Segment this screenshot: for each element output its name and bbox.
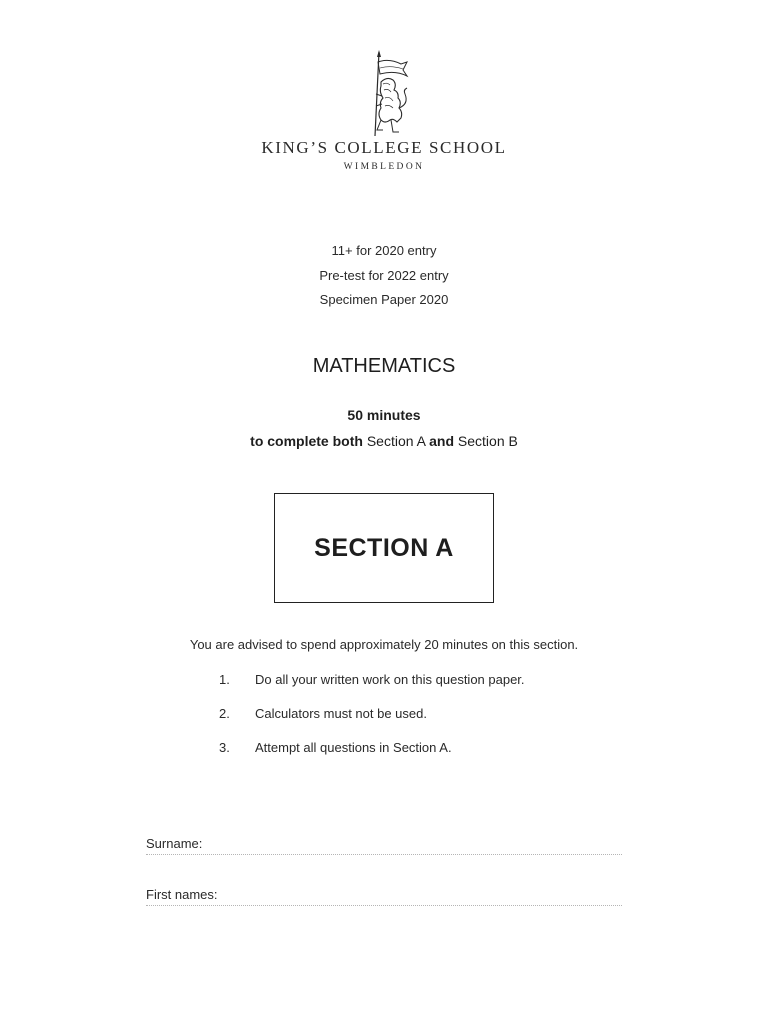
surname-label: Surname:: [146, 836, 203, 851]
duration: 50 minutes: [347, 407, 421, 423]
rule-number: 1.: [219, 672, 230, 687]
instruction-and: and: [429, 433, 455, 449]
first-names-field[interactable]: [146, 883, 622, 906]
school-name: KING’S COLLEGE SCHOOL: [261, 138, 507, 157]
lion-rampant-crest-icon: [357, 48, 411, 138]
rule-text: Attempt all questions in Section A.: [255, 740, 452, 755]
time-advice: You are advised to spend approximately 20 minutes on this section.: [189, 637, 579, 652]
instruction-section-a: Section A: [362, 433, 430, 449]
paper-info-line-1: 11+ for 2020 entry: [331, 243, 437, 258]
paper-info-line-2: Pre-test for 2022 entry: [319, 268, 449, 283]
completion-instruction: [0, 433, 768, 449]
instruction-prefix: to complete: [250, 433, 333, 449]
instruction-both: both: [332, 433, 363, 449]
surname-field[interactable]: [146, 832, 622, 855]
section-box: [274, 493, 494, 603]
rule-number: 3.: [219, 740, 230, 755]
subject-title: MATHEMATICS: [312, 355, 456, 377]
paper-info-line-3: Specimen Paper 2020: [319, 292, 449, 307]
first-names-label: First names:: [146, 887, 218, 902]
rule-text: Do all your written work on this question paper.: [255, 672, 525, 687]
section-title: SECTION A: [314, 533, 454, 562]
rule-text: Calculators must not be used.: [255, 706, 427, 721]
rule-number: 2.: [219, 706, 230, 721]
instruction-section-b: Section B: [454, 433, 518, 449]
school-location: WIMBLEDON: [343, 162, 425, 172]
